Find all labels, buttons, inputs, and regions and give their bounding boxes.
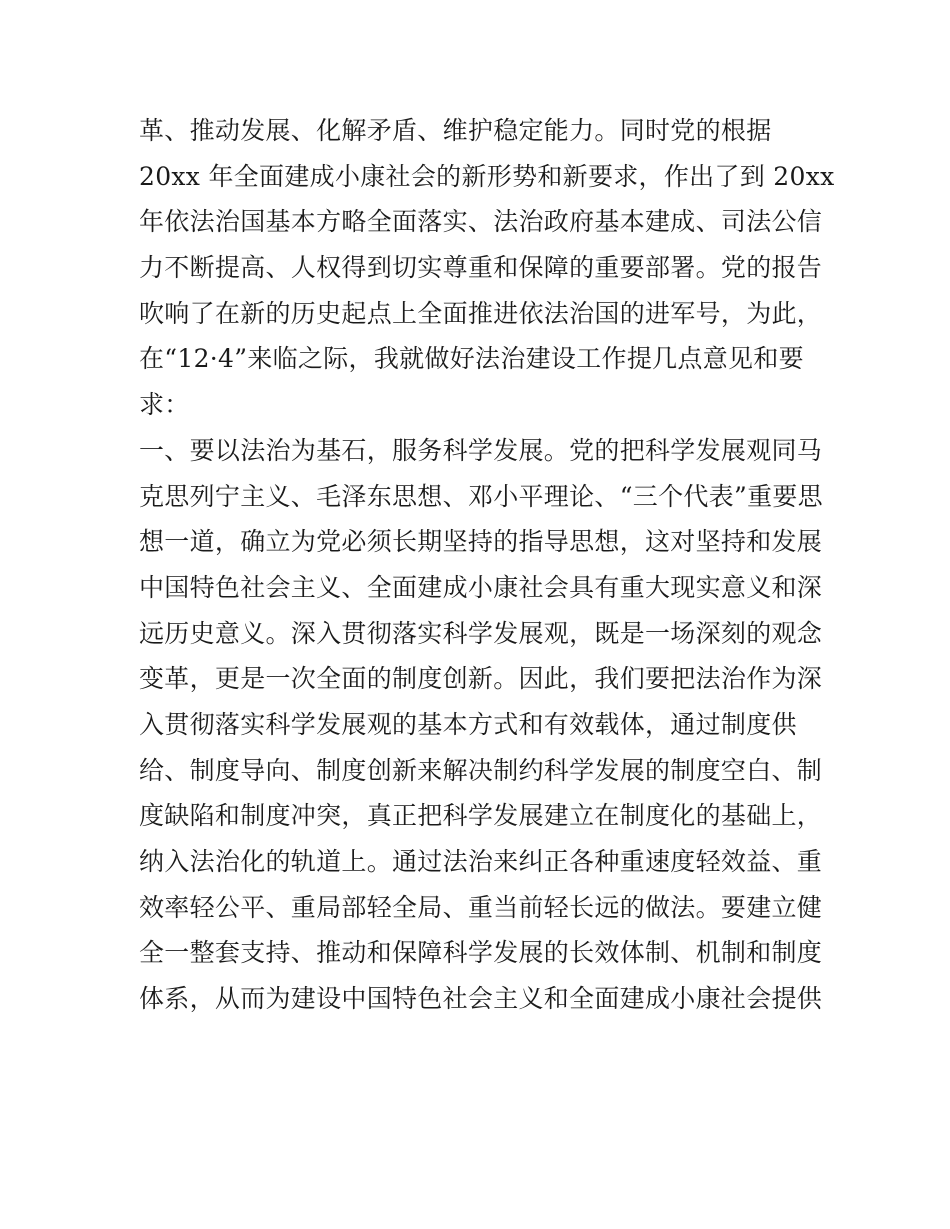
text-line: 在“12·4”来临之际，我就做好法治建设工作提几点意见和要 xyxy=(139,344,804,374)
text-line: 力不断提高、人权得到切实尊重和保障的重要部署。党的报告 xyxy=(139,253,823,283)
text-line: 效率轻公平、重局部轻全局、重当前轻长远的做法。要建立健 xyxy=(139,892,823,922)
text-line: 20xx 年全面建成小康社会的新形势和新要求，作出了到 20xx xyxy=(139,161,835,191)
text-line: 中国特色社会主义、全面建成小康社会具有重大现实意义和深 xyxy=(139,572,823,602)
text-line: 变革，更是一次全面的制度创新。因此，我们要把法治作为深 xyxy=(139,664,823,694)
section-heading-line: 一、要以法治为基石，服务科学发展。党的把科学发展观同马 xyxy=(139,435,823,465)
text-line: 体系，从而为建设中国特色社会主义和全面建成小康社会提供 xyxy=(139,984,823,1014)
text-line: 度缺陷和制度冲突，真正把科学发展建立在制度化的基础上， xyxy=(139,801,823,831)
text-line: 远历史意义。深入贯彻落实科学发展观，既是一场深刻的观念 xyxy=(139,618,823,648)
text-line: 吹响了在新的历史起点上全面推进依法治国的进军号，为此， xyxy=(139,298,823,328)
text-line: 革、推动发展、化解矛盾、维护稳定能力。同时党的根据 xyxy=(139,116,772,145)
body-text xyxy=(139,108,835,1022)
text-line: 年依法治国基本方略全面落实、法治政府基本建成、司法公信 xyxy=(139,207,823,237)
text-line: 纳入法治化的轨道上。通过法治来纠正各种重速度轻效益、重 xyxy=(139,847,823,876)
text-line: 给、制度导向、制度创新来解决制约科学发展的制度空白、制 xyxy=(139,755,823,785)
text-line: 克思列宁主义、毛泽东思想、邓小平理论、“三个代表”重要思 xyxy=(139,481,823,511)
text-line: 想一道，确立为党必须长期坚持的指导思想，这对坚持和发展 xyxy=(139,527,823,557)
text-line: 全一整套支持、推动和保障科学发展的长效体制、机制和制度 xyxy=(139,938,823,968)
text-line: 求： xyxy=(139,390,190,420)
text-line: 入贯彻落实科学发展观的基本方式和有效载体，通过制度供 xyxy=(139,709,797,739)
